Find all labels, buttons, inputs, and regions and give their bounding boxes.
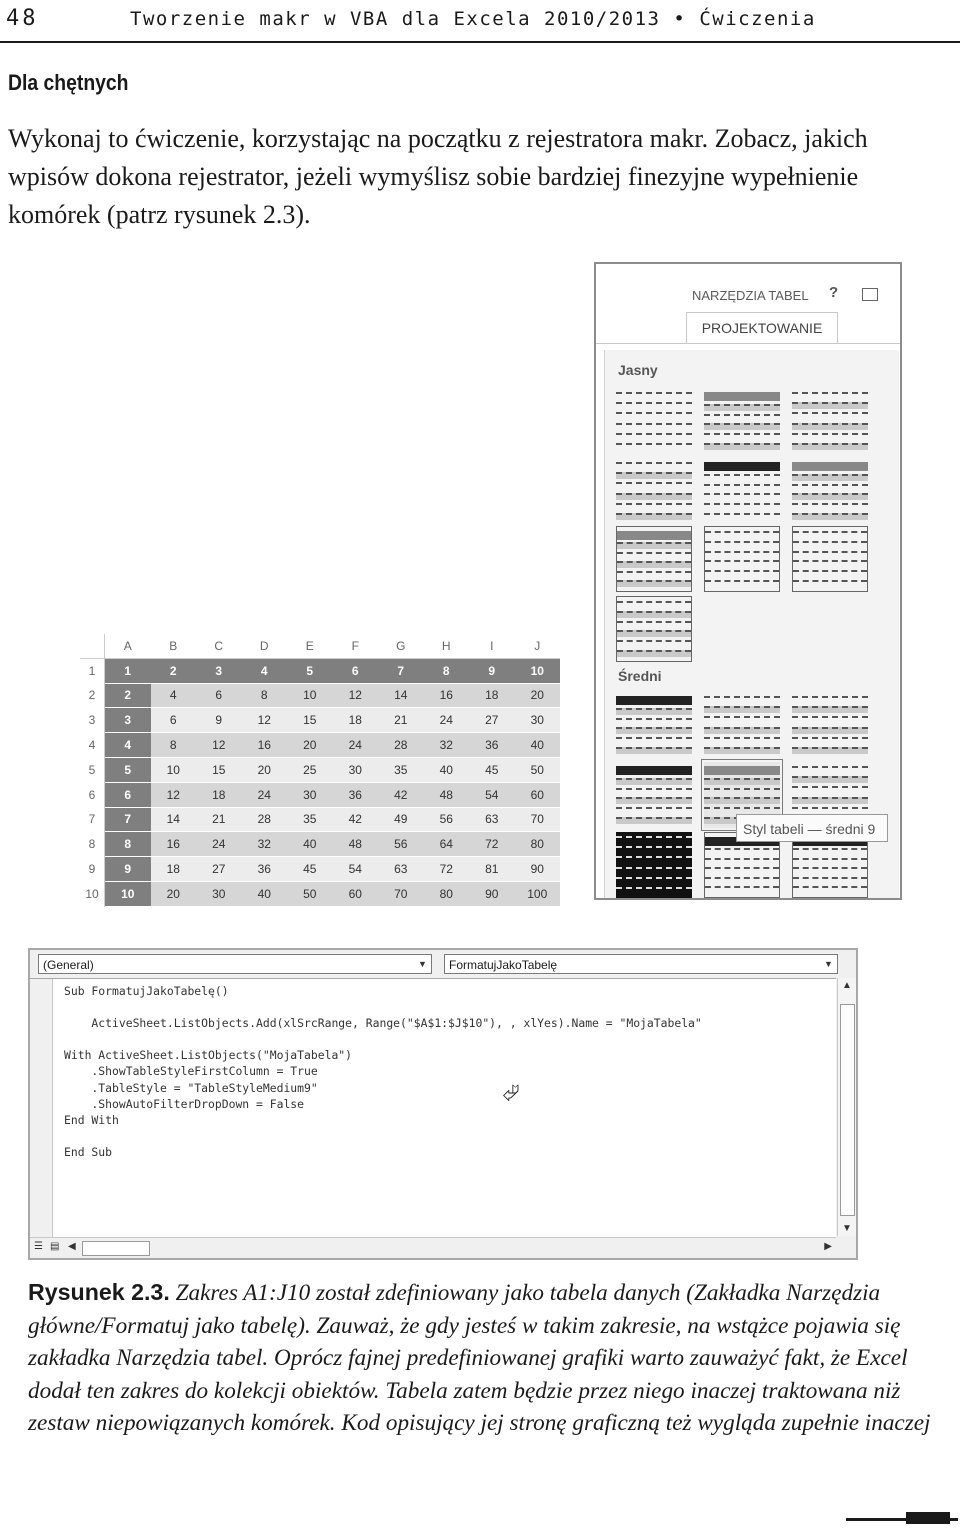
table-cell[interactable]: 4 (105, 733, 151, 758)
table-cell[interactable]: 36 (242, 857, 288, 882)
swatch-row (704, 404, 780, 411)
swatch-row (792, 423, 868, 430)
table-style-option[interactable] (616, 596, 692, 662)
table-cell[interactable]: 10 (515, 658, 561, 683)
table-cell[interactable]: 70 (378, 881, 424, 906)
scroll-left-icon[interactable]: ◀ (68, 1241, 76, 1252)
code-margin (30, 979, 53, 1237)
table-style-option[interactable] (704, 692, 780, 758)
table-cell[interactable]: 36 (333, 782, 379, 807)
swatch-row (792, 776, 868, 783)
table-style-option[interactable] (616, 526, 692, 592)
swatch-row (792, 462, 868, 471)
table-cell[interactable]: 35 (378, 757, 424, 782)
swatch-row (704, 716, 780, 723)
table-cell[interactable]: 4 (151, 683, 197, 708)
table-cell[interactable]: 48 (333, 832, 379, 857)
swatch-row (793, 541, 867, 548)
footer-block (906, 1512, 950, 1524)
table-cell[interactable]: 50 (287, 881, 333, 906)
swatch-row (617, 531, 691, 540)
table-cell[interactable]: 56 (378, 832, 424, 857)
table-style-option[interactable] (792, 526, 868, 592)
table-cell[interactable]: 28 (242, 807, 288, 832)
table-style-option[interactable] (616, 832, 692, 898)
swatch-row (704, 392, 780, 401)
swatch-row (616, 708, 692, 715)
table-cell[interactable]: 3 (105, 708, 151, 733)
ribbon-divider (596, 343, 900, 344)
table-cell[interactable]: 50 (515, 757, 561, 782)
swatch-row (705, 541, 779, 548)
table-cell[interactable]: 8 (424, 658, 470, 683)
swatch-row (792, 716, 868, 723)
swatch-row (617, 552, 691, 559)
table-cell[interactable]: 28 (378, 733, 424, 758)
swatch-row (616, 788, 692, 795)
table-cell[interactable]: 6 (196, 683, 242, 708)
swatch-row (792, 392, 868, 399)
swatch-row (616, 392, 692, 399)
swatch-row (616, 482, 692, 489)
swatch-row (705, 531, 779, 538)
swatch-row (792, 493, 868, 500)
swatch-row (617, 650, 691, 657)
swatch-row (792, 727, 868, 734)
table-cell[interactable]: 54 (333, 857, 379, 882)
swatch-row (617, 542, 691, 549)
corner-cell[interactable] (80, 634, 105, 658)
swatch-row (704, 433, 780, 440)
swatch-row (616, 493, 692, 500)
table-cell[interactable]: 30 (515, 708, 561, 733)
spreadsheet-table (80, 634, 560, 907)
table-style-option[interactable] (792, 388, 868, 454)
table-cell[interactable]: 20 (287, 733, 333, 758)
table-style-option[interactable] (616, 692, 692, 758)
swatch-row (705, 551, 779, 558)
column-header[interactable]: H (424, 634, 470, 658)
swatch-row (617, 611, 691, 618)
vertical-scroll-thumb[interactable] (840, 1004, 855, 1216)
column-header[interactable]: G (378, 634, 424, 658)
column-header[interactable]: D (242, 634, 288, 658)
table-cell[interactable]: 12 (242, 708, 288, 733)
code-area[interactable] (30, 978, 836, 1237)
column-header[interactable]: J (515, 634, 561, 658)
swatch-row (792, 786, 868, 793)
swatch-row (705, 580, 779, 587)
table-cell[interactable]: 24 (196, 832, 242, 857)
swatch-row (616, 877, 692, 884)
scroll-right-icon[interactable]: ▶ (824, 1241, 832, 1252)
table-styles-gallery (594, 262, 902, 900)
column-header[interactable]: E (287, 634, 333, 658)
table-cell[interactable]: 80 (515, 832, 561, 857)
table-style-option[interactable] (792, 458, 868, 524)
swatch-row (616, 807, 692, 814)
row-header[interactable]: 2 (80, 683, 105, 708)
table-cell[interactable]: 9 (196, 708, 242, 733)
swatch-row (792, 513, 868, 520)
table-cell[interactable]: 21 (196, 807, 242, 832)
swatch-row (616, 696, 692, 705)
row-header[interactable]: 10 (80, 881, 105, 906)
swatch-row (616, 747, 692, 754)
row-header[interactable]: 5 (80, 757, 105, 782)
table-cell[interactable]: 18 (151, 857, 197, 882)
swatch-row (792, 797, 868, 804)
swatch-row (616, 867, 692, 874)
table-cell[interactable]: 18 (469, 683, 515, 708)
table-cell[interactable]: 20 (242, 757, 288, 782)
table-style-option[interactable] (704, 388, 780, 454)
swatch-row (704, 727, 780, 734)
table-cell[interactable]: 7 (378, 658, 424, 683)
swatch-row (793, 877, 867, 884)
swatch-row (704, 788, 780, 795)
swatch-row (704, 484, 780, 491)
table-cell[interactable]: 40 (424, 757, 470, 782)
swatch-row (616, 856, 692, 863)
table-style-option[interactable] (616, 458, 692, 524)
scroll-up-icon[interactable]: ▲ (842, 980, 852, 991)
running-title: Tworzenie makr w VBA dla Excela 2010/2013 • Ćwiczenia (130, 8, 816, 30)
table-cell[interactable]: 9 (105, 857, 151, 882)
intro-text: Wykonaj to ćwiczenie, korzystając na początku z rejestratora makr. Zobacz, jakich wpisów dokona rejestrator, jeżeli wymyślisz sobie bardziej finezyjne wypełnienie komórek (patrz rysunek 2.3). (8, 124, 868, 229)
swatch-row (704, 423, 780, 430)
swatch-row (704, 503, 780, 510)
swatch-row (705, 848, 779, 855)
table-row (80, 807, 560, 832)
table-cell[interactable]: 2 (151, 658, 197, 683)
swatch-row (617, 561, 691, 568)
table-cell[interactable]: 2 (105, 683, 151, 708)
table-style-option[interactable] (704, 526, 780, 592)
swatch-row (616, 766, 692, 775)
swatch-row (616, 423, 692, 430)
table-cell[interactable]: 14 (378, 683, 424, 708)
table-row (80, 733, 560, 758)
table-cell[interactable]: 20 (151, 881, 197, 906)
column-header[interactable]: I (469, 634, 515, 658)
table-cell[interactable]: 12 (151, 782, 197, 807)
swatch-row (704, 766, 780, 775)
swatch-row (793, 858, 867, 865)
table-cell[interactable]: 12 (333, 683, 379, 708)
table-cell[interactable]: 72 (424, 857, 470, 882)
table-row (80, 857, 560, 882)
swatch-row (704, 797, 780, 804)
swatch-row (792, 484, 868, 491)
swatch-row (617, 640, 691, 647)
table-cell[interactable]: 10 (105, 881, 151, 906)
swatch-row (792, 474, 868, 481)
table-cell[interactable]: 9 (469, 658, 515, 683)
table-cell[interactable]: 63 (378, 857, 424, 882)
swatch-row (793, 551, 867, 558)
table-row (80, 658, 560, 683)
table-cell[interactable]: 16 (424, 683, 470, 708)
vba-code-window (28, 948, 858, 1260)
swatch-row (616, 472, 692, 479)
table-cell[interactable]: 8 (151, 733, 197, 758)
table-cell[interactable]: 54 (469, 782, 515, 807)
swatch-row (616, 836, 692, 843)
table-cell[interactable]: 32 (242, 832, 288, 857)
swatch-row (616, 513, 692, 520)
table-cell[interactable]: 48 (424, 782, 470, 807)
chevron-down-icon[interactable]: ▼ (824, 959, 833, 969)
table-cell[interactable]: 24 (333, 733, 379, 758)
swatch-row (705, 886, 779, 893)
intro-paragraph (8, 120, 952, 234)
swatch-row (616, 797, 692, 804)
table-cell[interactable]: 16 (242, 733, 288, 758)
swatch-row (704, 443, 780, 450)
table-cell[interactable]: 7 (105, 807, 151, 832)
table-cell[interactable]: 18 (196, 782, 242, 807)
swatch-row (792, 503, 868, 510)
table-cell[interactable]: 6 (151, 708, 197, 733)
table-cell[interactable]: 45 (287, 857, 333, 882)
row-header[interactable]: 1 (80, 658, 105, 683)
table-row (80, 832, 560, 857)
table-cell[interactable]: 8 (105, 832, 151, 857)
procedure-dropdown[interactable] (444, 954, 838, 974)
table-cell[interactable]: 80 (424, 881, 470, 906)
column-header[interactable]: B (151, 634, 197, 658)
table-style-option[interactable] (616, 762, 692, 828)
table-cell[interactable]: 63 (469, 807, 515, 832)
row-header[interactable]: 8 (80, 832, 105, 857)
horizontal-scrollbar[interactable] (30, 1237, 836, 1258)
style-tooltip: Styl tabeli — średni 9 (736, 814, 888, 842)
swatch-row (704, 737, 780, 744)
swatch-row (705, 867, 779, 874)
table-cell[interactable]: 27 (469, 708, 515, 733)
table-cell[interactable]: 81 (469, 857, 515, 882)
table-cell[interactable]: 25 (287, 757, 333, 782)
row-header[interactable]: 6 (80, 782, 105, 807)
table-style-option[interactable] (616, 388, 692, 454)
table-cell[interactable]: 40 (515, 733, 561, 758)
table-cell[interactable]: 30 (287, 782, 333, 807)
table-cell[interactable]: 15 (287, 708, 333, 733)
swatch-row (704, 778, 780, 785)
table-cell[interactable]: 12 (196, 733, 242, 758)
column-header[interactable]: F (333, 634, 379, 658)
section-title: Dla chętnych (8, 70, 129, 95)
procedure-dropdown-value: FormatujJakoTabelę (449, 958, 558, 972)
swatch-row (704, 414, 780, 421)
table-cell[interactable]: 35 (287, 807, 333, 832)
header-rule (0, 41, 960, 43)
table-cell[interactable]: 10 (151, 757, 197, 782)
table-cell[interactable]: 45 (469, 757, 515, 782)
full-module-view-icon[interactable]: ▤ (50, 1241, 60, 1252)
swatch-row (792, 807, 868, 814)
procedure-view-icon[interactable]: ☰ (34, 1241, 43, 1252)
table-cell[interactable]: 40 (287, 832, 333, 857)
table-row (80, 708, 560, 733)
swatch-row (793, 867, 867, 874)
row-header[interactable]: 9 (80, 857, 105, 882)
swatch-row (792, 443, 868, 450)
table-cell[interactable]: 64 (424, 832, 470, 857)
table-cell[interactable]: 90 (469, 881, 515, 906)
table-cell[interactable]: 16 (151, 832, 197, 857)
swatch-row (704, 706, 780, 713)
swatch-row (792, 696, 868, 703)
table-cell[interactable]: 32 (424, 733, 470, 758)
swatch-row (705, 877, 779, 884)
table-cell[interactable]: 70 (515, 807, 561, 832)
caption-text: Zakres A1:J10 został zdefiniowany jako tabela danych (Zakładka Narzędzia główne/Formatuj jako tabelę). Zauważ, że gdy jesteś w takim zakresie, na wstążce pojawia się zakładka Narzędzia tabel. Oprócz fajnej predefiniowanej grafiki warto zauważyć fakt, że Excel dodał ten zakres do kolekcji obiektów. Tabela zatem będzie przez niego inaczej traktowana niż zestaw niepowiązanych komórek. Kod opisujący jej stronę graficzną też wygląda zupełnie inaczej (28, 1280, 931, 1436)
table-cell[interactable]: 42 (378, 782, 424, 807)
swatch-row (616, 737, 692, 744)
swatch-row (616, 402, 692, 409)
table-row (80, 683, 560, 708)
swatch-row (792, 706, 868, 713)
page-number: 48 (6, 6, 39, 31)
swatch-row (704, 513, 780, 520)
table-cell[interactable]: 40 (242, 881, 288, 906)
table-cell[interactable]: 24 (424, 708, 470, 733)
chevron-down-icon[interactable]: ▼ (418, 959, 427, 969)
tab-design[interactable]: PROJEKTOWANIE (686, 312, 838, 343)
swatch-row (793, 570, 867, 577)
swatch-row (704, 474, 780, 481)
swatch-row (617, 580, 691, 587)
table-cell[interactable]: 6 (333, 658, 379, 683)
table-cell[interactable]: 10 (287, 683, 333, 708)
table-cell[interactable]: 24 (242, 782, 288, 807)
table-cell[interactable]: 60 (333, 881, 379, 906)
column-header[interactable]: A (105, 634, 151, 658)
swatch-row (616, 433, 692, 440)
row-header[interactable]: 3 (80, 708, 105, 733)
table-cell[interactable]: 14 (151, 807, 197, 832)
swatch-row (616, 817, 692, 824)
table-cell[interactable]: 21 (378, 708, 424, 733)
swatch-row (792, 766, 868, 773)
help-icon[interactable]: ? (829, 284, 839, 301)
swatch-row (616, 887, 692, 894)
swatch-row (617, 571, 691, 578)
swatch-row (704, 462, 780, 471)
swatch-row (616, 503, 692, 510)
table-cell[interactable]: 30 (196, 881, 242, 906)
table-cell[interactable]: 1 (105, 658, 151, 683)
swatch-row (793, 886, 867, 893)
table-tools-label: NARZĘDZIA TABEL (692, 288, 809, 303)
swatch-row (792, 412, 868, 419)
table-row (80, 782, 560, 807)
figure-caption (28, 1276, 938, 1440)
swatch-row (792, 747, 868, 754)
swatch-row (616, 412, 692, 419)
swatch-row (705, 858, 779, 865)
table-cell[interactable]: 30 (333, 757, 379, 782)
swatch-row (616, 462, 692, 469)
table-cell[interactable]: 20 (515, 683, 561, 708)
table-row (80, 757, 560, 782)
swatch-row (792, 402, 868, 409)
table-cell[interactable]: 3 (196, 658, 242, 683)
object-dropdown[interactable] (38, 954, 432, 974)
row-header[interactable]: 4 (80, 733, 105, 758)
table-style-option[interactable] (704, 458, 780, 524)
swatch-row (616, 846, 692, 853)
vertical-scrollbar[interactable] (837, 978, 856, 1236)
object-dropdown-value: (General) (43, 958, 94, 972)
table-cell[interactable]: 90 (515, 857, 561, 882)
table-cell[interactable]: 8 (242, 683, 288, 708)
swatch-row (705, 570, 779, 577)
table-cell[interactable]: 100 (515, 881, 561, 906)
swatch-row (793, 580, 867, 587)
code-text[interactable]: Sub FormatujJakoTabelę() ActiveSheet.ListObjects.Add(xlSrcRange, Range("$A$1:$J$10"), , xlYes).Name = "MojaTabela" With ActiveSheet.ListObjects("MojaTabela") .ShowTableStyleFirstColumn = True .TableStyle = "TableStyleMedium9" .ShowAutoFilterDropDown = False End With End Sub (64, 984, 702, 1159)
group-medium: Średni (618, 668, 662, 684)
scroll-down-icon[interactable]: ▼ (842, 1223, 852, 1234)
busy-cursor-icon: ⮰ (502, 1080, 520, 1105)
swatch-row (792, 433, 868, 440)
table-cell[interactable]: 15 (196, 757, 242, 782)
table-cell[interactable]: 4 (242, 658, 288, 683)
table-cell[interactable]: 42 (333, 807, 379, 832)
ribbon-display-options-icon[interactable] (862, 288, 878, 301)
swatch-row (704, 747, 780, 754)
swatch-row (793, 848, 867, 855)
group-light: Jasny (618, 362, 658, 378)
table-cell[interactable]: 36 (469, 733, 515, 758)
row-header[interactable]: 7 (80, 807, 105, 832)
swatch-row (617, 621, 691, 628)
table-cell[interactable]: 18 (333, 708, 379, 733)
table-cell[interactable]: 72 (469, 832, 515, 857)
swatch-row (616, 718, 692, 725)
swatch-row (617, 601, 691, 608)
swatch-row (793, 531, 867, 538)
table-cell[interactable]: 60 (515, 782, 561, 807)
table-cell[interactable]: 6 (105, 782, 151, 807)
table-style-option[interactable] (792, 692, 868, 758)
table-cell[interactable]: 56 (424, 807, 470, 832)
swatch-row (793, 560, 867, 567)
swatch-row (616, 443, 692, 450)
table-cell[interactable]: 49 (378, 807, 424, 832)
swatch-row (705, 560, 779, 567)
horizontal-scroll-thumb[interactable] (82, 1241, 150, 1256)
caption-label: Rysunek 2.3. (28, 1279, 170, 1305)
table-cell[interactable]: 27 (196, 857, 242, 882)
swatch-row (616, 778, 692, 785)
swatch-row (704, 696, 780, 703)
swatch-row (616, 727, 692, 734)
swatch-row (617, 630, 691, 637)
swatch-row (792, 737, 868, 744)
table-cell[interactable]: 5 (105, 757, 151, 782)
table-row (80, 881, 560, 906)
column-header[interactable]: C (196, 634, 242, 658)
table-cell[interactable]: 5 (287, 658, 333, 683)
swatch-row (704, 493, 780, 500)
